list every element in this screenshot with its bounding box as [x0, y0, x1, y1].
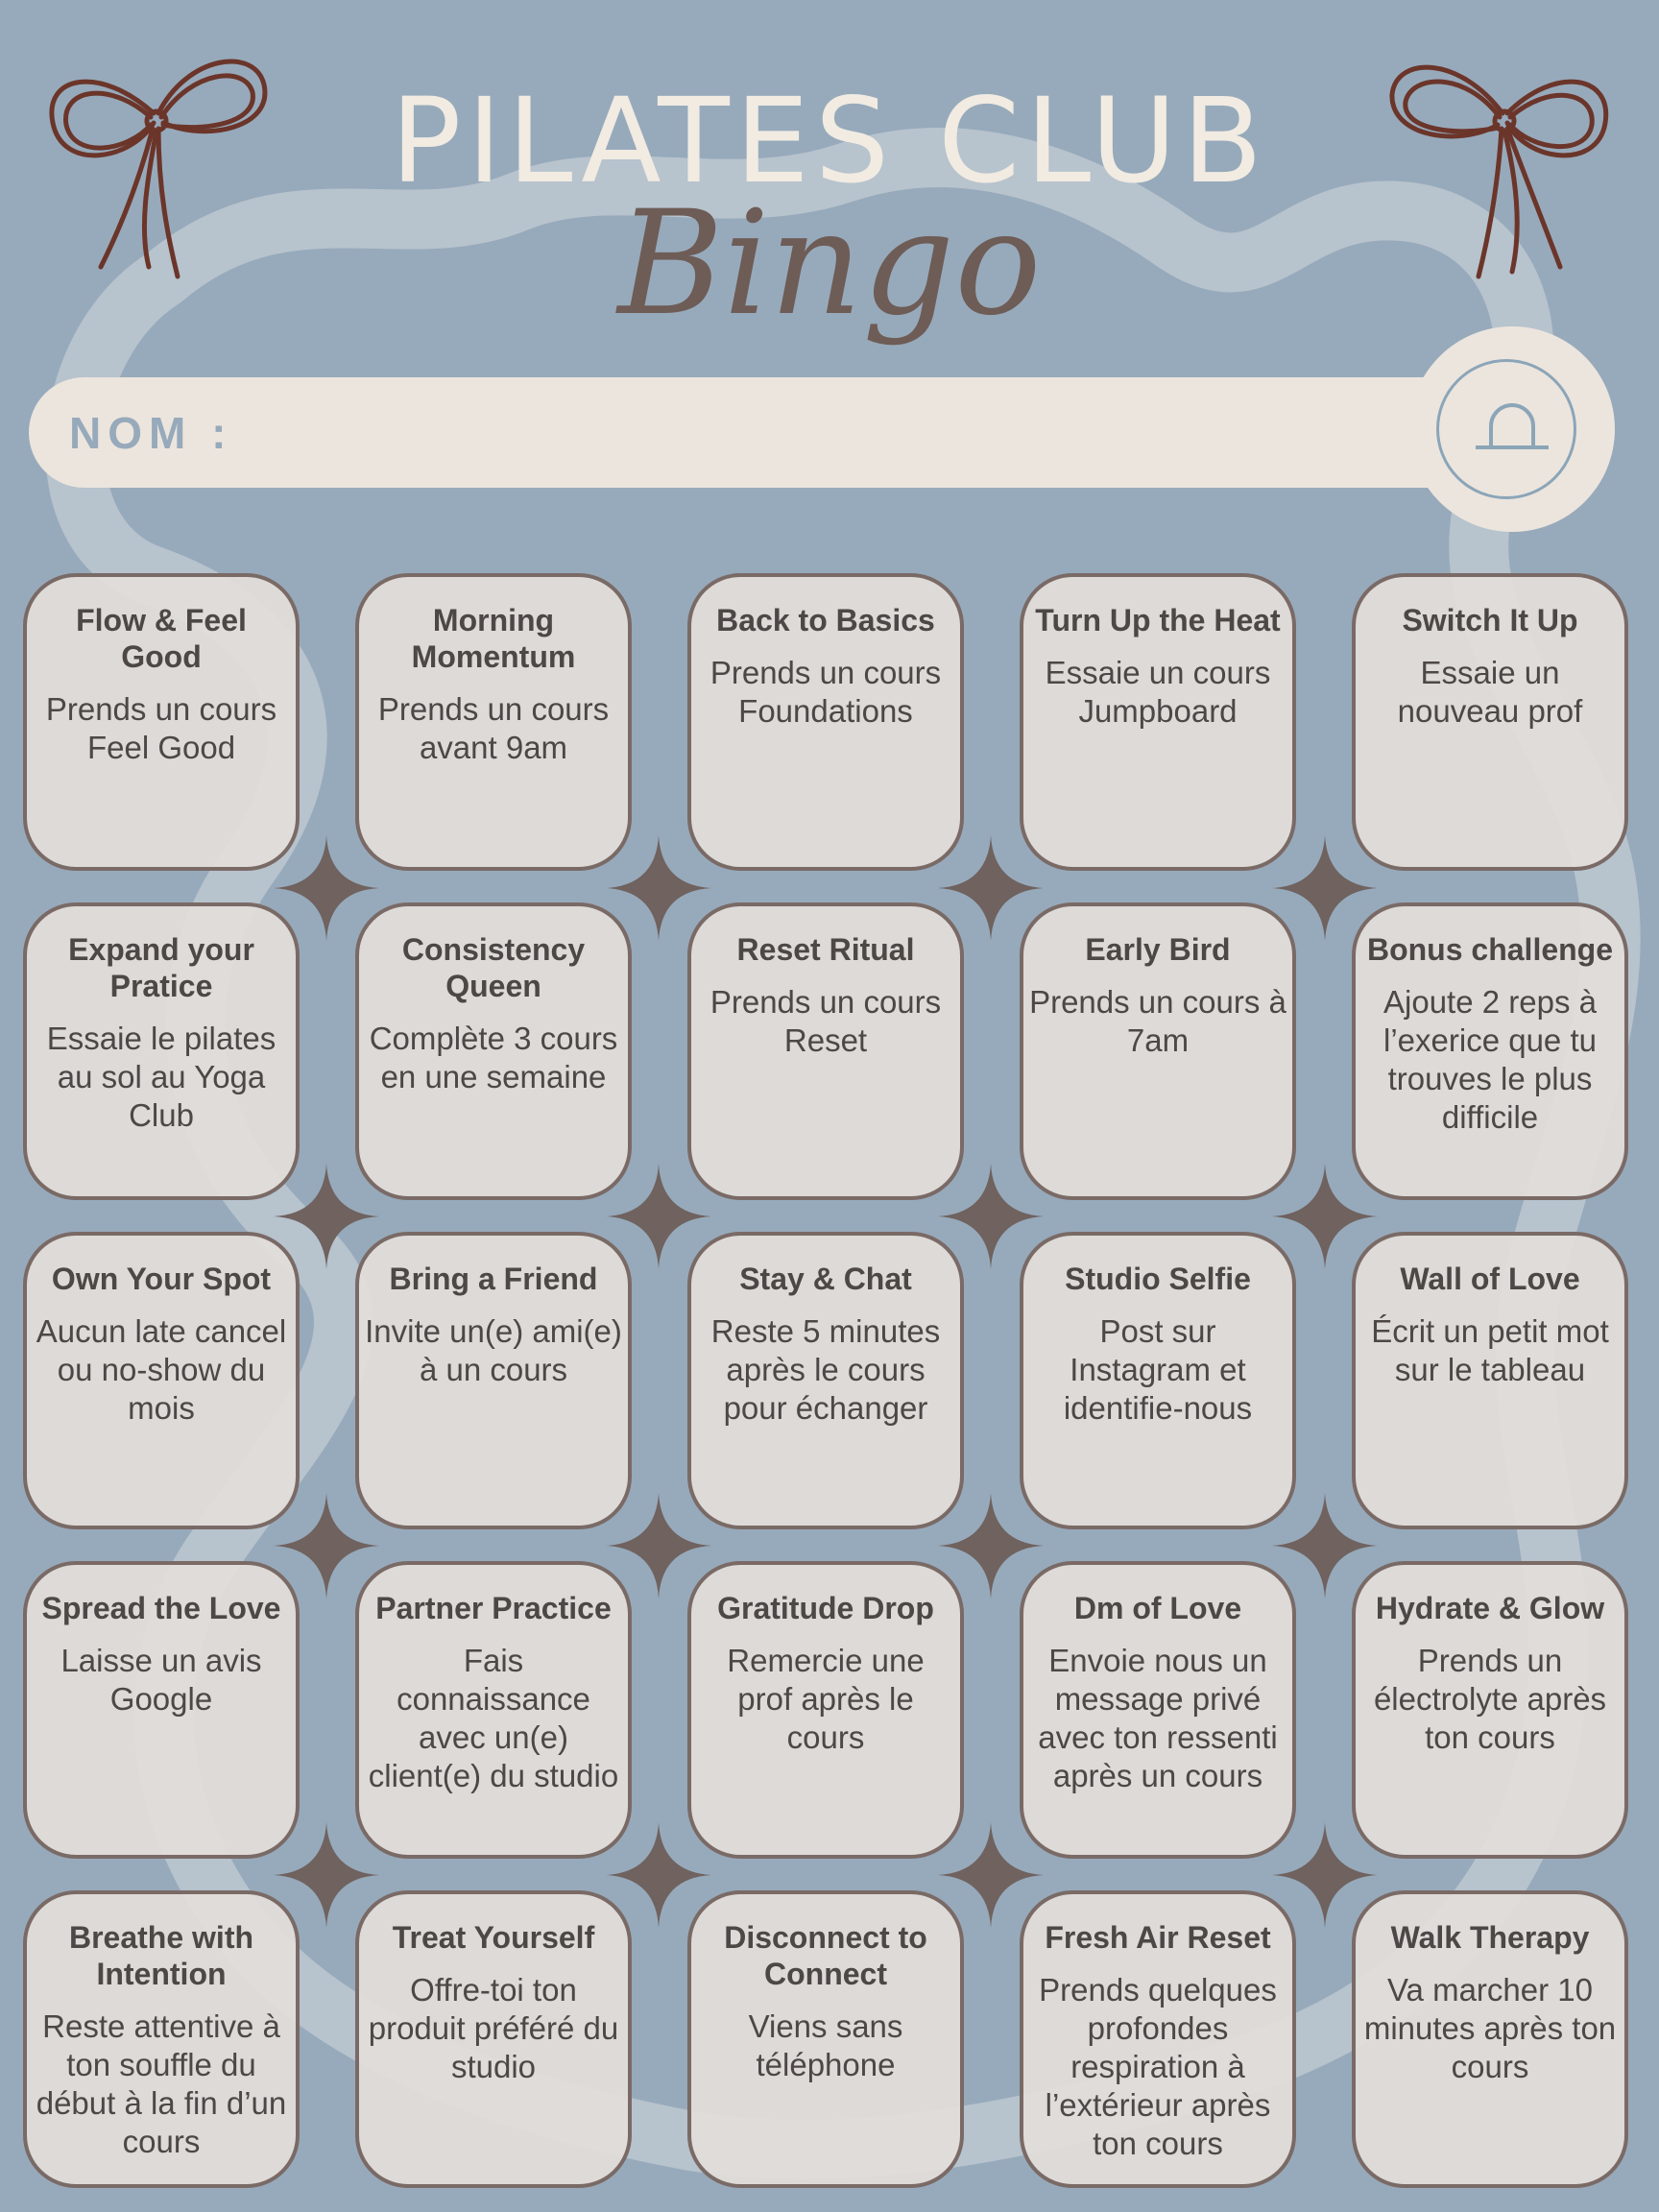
card-description: Prends un cours avant 9am [377, 691, 610, 765]
card-description: Aucun late cancel ou no-show du mois [36, 1313, 287, 1426]
sparkle-icon [1272, 835, 1378, 941]
sparkle-icon [938, 835, 1044, 941]
badge [1409, 326, 1615, 532]
card-title: Studio Selfie [1065, 1262, 1251, 1296]
sparkle-icon [938, 1822, 1044, 1928]
card-title: Disconnect to Connect [724, 1920, 927, 1991]
bingo-card[interactable] [355, 573, 632, 871]
bingo-card[interactable] [1352, 1561, 1628, 1859]
card-title: Wall of Love [1400, 1262, 1580, 1296]
bingo-card[interactable] [23, 1890, 300, 2188]
sparkle-icon [1272, 1493, 1378, 1599]
card-description: Ajoute 2 reps à l’exerice que tu trouves le plus difficile [1383, 984, 1597, 1135]
name-label: NOM : [69, 408, 233, 458]
card-description: Prends un cours Feel Good [45, 691, 277, 765]
card-title: Turn Up the Heat [1035, 603, 1281, 637]
bingo-card[interactable] [1020, 1890, 1296, 2188]
dome-icon [1462, 386, 1562, 472]
card-title: Treat Yourself [392, 1920, 595, 1955]
bingo-card[interactable] [1352, 902, 1628, 1200]
card-description: Prends un cours Reset [709, 984, 942, 1058]
bingo-card[interactable] [687, 573, 964, 871]
card-description: Offre-toi ton produit préféré du studio [368, 1972, 619, 2084]
sparkle-icon [1272, 1822, 1378, 1928]
card-description: Remercie une prof après le cours [727, 1643, 925, 1755]
card-description: Essaie le pilates au sol au Yoga Club [46, 1021, 276, 1133]
card-title: Bonus challenge [1366, 932, 1614, 967]
card-description: Reste attentive à ton souffle du début à la fin d’un cours [36, 2008, 287, 2159]
card-title: Switch It Up [1402, 603, 1578, 637]
card-title: Own Your Spot [51, 1262, 272, 1296]
bingo-card[interactable] [1020, 1232, 1296, 1529]
sparkle-icon [606, 1822, 711, 1928]
page-subtitle: Bingo [617, 180, 1042, 348]
bingo-card[interactable] [687, 1561, 964, 1859]
card-description: Prends un cours à 7am [1029, 984, 1286, 1058]
sparkle-icon [1272, 1164, 1378, 1269]
card-title: Fresh Air Reset [1045, 1920, 1271, 1955]
sparkle-icon [274, 1493, 379, 1599]
bingo-card[interactable] [687, 1232, 964, 1529]
card-title: Hydrate & Glow [1375, 1591, 1605, 1625]
bingo-card[interactable] [687, 902, 964, 1200]
bingo-card[interactable] [687, 1890, 964, 2188]
bingo-card[interactable] [23, 902, 300, 1200]
card-description: Reste 5 minutes après le cours pour échanger [710, 1313, 941, 1426]
sparkle-icon [274, 835, 379, 941]
card-title: Consistency Queen [401, 932, 586, 1003]
bingo-card[interactable] [1020, 1561, 1296, 1859]
sparkle-icon [606, 1164, 711, 1269]
page-title: PILATES CLUB [390, 73, 1269, 209]
card-description: Complète 3 cours en une semaine [369, 1021, 618, 1094]
card-description: Va marcher 10 minutes après ton cours [1363, 1972, 1617, 2084]
sparkle-icon [274, 1164, 379, 1269]
card-title: Reset Ritual [736, 932, 915, 967]
card-title: Expand your Pratice [68, 932, 254, 1003]
bingo-card[interactable] [355, 902, 632, 1200]
bingo-card[interactable] [1352, 1890, 1628, 2188]
card-description: Invite un(e) ami(e) à un cours [365, 1313, 622, 1387]
card-description: Prends un cours Foundations [709, 655, 942, 729]
card-title: Breathe with Intention [68, 1920, 254, 1991]
bingo-card[interactable] [1352, 573, 1628, 871]
card-description: Post sur Instagram et identifie-nous [1063, 1313, 1253, 1426]
bingo-card[interactable] [23, 1561, 300, 1859]
bingo-card[interactable] [355, 1232, 632, 1529]
sparkle-icon [606, 1493, 711, 1599]
card-description: Envoie nous un message privé avec ton ressenti après un cours [1038, 1643, 1278, 1793]
card-title: Back to Basics [716, 603, 935, 637]
card-description: Écrit un petit mot sur le tableau [1371, 1313, 1609, 1387]
sparkle-icon [938, 1164, 1044, 1269]
card-description: Essaie un cours Jumpboard [1045, 655, 1271, 729]
card-description: Prends un électrolyte après ton cours [1373, 1643, 1607, 1755]
card-title: Walk Therapy [1390, 1920, 1590, 1955]
sparkle-icon [606, 835, 711, 941]
card-title: Flow & Feel Good [76, 603, 247, 674]
bingo-card[interactable] [1352, 1232, 1628, 1529]
card-description: Prends quelques profondes respiration à l’extérieur après ton cours [1039, 1972, 1277, 2161]
card-description: Viens sans téléphone [748, 2008, 903, 2082]
bingo-card[interactable] [1020, 902, 1296, 1200]
card-title: Spread the Love [41, 1591, 281, 1625]
card-description: Fais connaissance avec un(e) client(e) du studio [368, 1643, 619, 1793]
sparkle-icon [938, 1493, 1044, 1599]
card-description: Laisse un avis Google [60, 1643, 262, 1717]
card-title: Dm of Love [1073, 1591, 1242, 1625]
name-field[interactable] [29, 377, 1527, 488]
bingo-card[interactable] [23, 1232, 300, 1529]
bingo-card[interactable] [355, 1561, 632, 1859]
sparkle-icon [274, 1822, 379, 1928]
bingo-card[interactable] [23, 573, 300, 871]
card-title: Bring a Friend [389, 1262, 598, 1296]
card-title: Morning Momentum [411, 603, 576, 674]
card-title: Stay & Chat [739, 1262, 912, 1296]
card-title: Early Bird [1085, 932, 1231, 967]
card-title: Gratitude Drop [717, 1591, 934, 1625]
card-title: Partner Practice [375, 1591, 612, 1625]
card-description: Essaie un nouveau prof [1397, 655, 1583, 729]
bingo-grid [23, 573, 1628, 2188]
bingo-card[interactable] [1020, 573, 1296, 871]
bingo-card[interactable] [355, 1890, 632, 2188]
